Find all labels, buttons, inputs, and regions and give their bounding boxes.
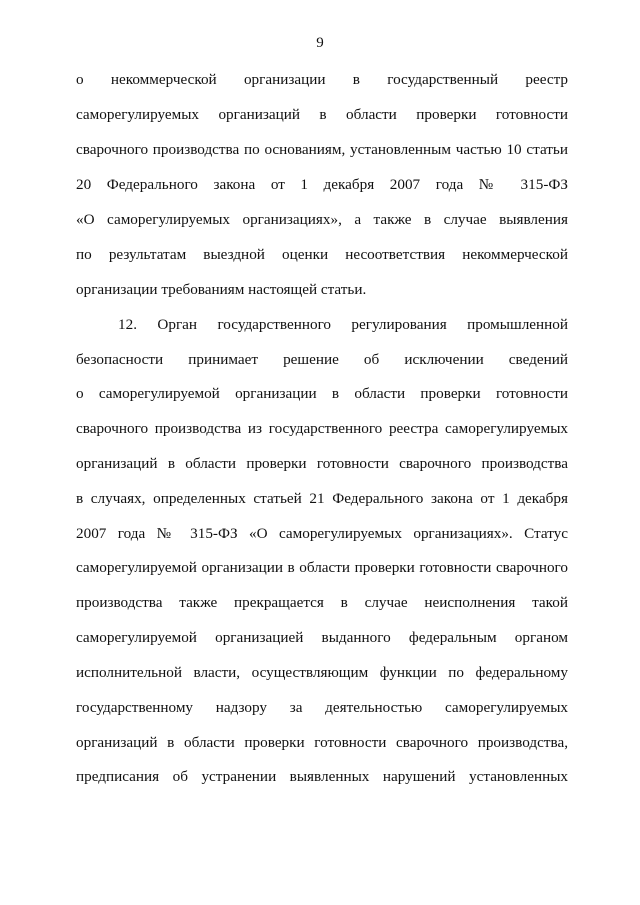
page-number: 9 [316, 35, 324, 51]
paragraph-1-line: организации требованиям настоящей статьи. [76, 281, 367, 298]
paragraph-2-line: производства также прекращается в случае неисполнения такой [76, 594, 568, 611]
paragraph-2-line: исполнительной власти, осуществляющим функции по федеральному [76, 664, 568, 681]
paragraph-2-line: предписания об устранении выявленных нарушений установленных [76, 768, 568, 785]
paragraph-1-line: сварочного производства по основаниям, установленным частью 10 статьи [76, 141, 568, 158]
paragraph-1-line: «О саморегулируемых организациях», а также в случае выявления [76, 211, 568, 228]
paragraph-2-line: безопасности принимает решение об исключении сведений [76, 351, 568, 368]
paragraph-2-first-line: 12. Орган государственного регулирования промышленной [118, 316, 568, 333]
paragraph-2-line: саморегулируемой организацией выданного федеральным органом [76, 629, 568, 646]
paragraph-2-line: организаций в области проверки готовности сварочного производства, [76, 734, 568, 751]
paragraph-2-line: организаций в области проверки готовности сварочного производства [76, 455, 568, 472]
paragraph-2-line: о саморегулируемой организации в области проверки готовности [76, 385, 568, 402]
paragraph-2-line: в случаях, определенных статьей 21 Федерального закона от 1 декабря [76, 490, 568, 507]
paragraph-2-line: 2007 года № 315-ФЗ «О саморегулируемых организациях». Статус [76, 525, 568, 542]
paragraph-1-line: саморегулируемых организаций в области проверки готовности [76, 106, 568, 123]
paragraph-1-line: о некоммерческой организации в государственный реестр [76, 71, 568, 88]
paragraph-2-line: государственному надзору за деятельностью саморегулируемых [76, 699, 568, 716]
paragraph-1-line: по результатам выездной оценки несоответствия некоммерческой [76, 246, 568, 263]
paragraph-2-line: саморегулируемой организации в области проверки готовности сварочного [76, 559, 568, 576]
paragraph-2-line: сварочного производства из государственного реестра саморегулируемых [76, 420, 568, 437]
paragraph-1-line: 20 Федерального закона от 1 декабря 2007 года № 315-ФЗ [76, 176, 568, 193]
